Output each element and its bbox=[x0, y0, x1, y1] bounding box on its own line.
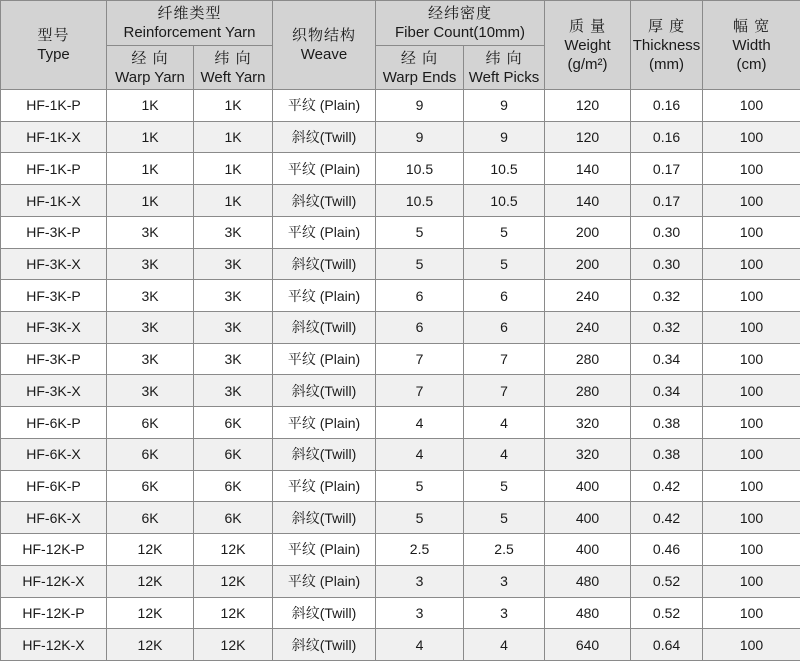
cell-thickness: 0.42 bbox=[631, 502, 703, 534]
cell-type: HF-12K-P bbox=[1, 597, 107, 629]
cell-weave: 平纹 (Plain) bbox=[273, 407, 376, 439]
cell-weft-yarn: 1K bbox=[194, 121, 273, 153]
header-thickness-en: Thickness bbox=[632, 36, 701, 54]
header-weave bbox=[273, 1, 376, 90]
cell-type: HF-6K-P bbox=[1, 470, 107, 502]
header-weft-yarn-en: Weft Yarn bbox=[200, 68, 266, 86]
cell-weft-yarn: 3K bbox=[194, 216, 273, 248]
cell-warp-yarn: 3K bbox=[107, 343, 194, 375]
table-row bbox=[1, 216, 800, 248]
cell-type: HF-12K-P bbox=[1, 534, 107, 566]
cell-weft-yarn: 3K bbox=[194, 343, 273, 375]
cell-weft-picks: 7 bbox=[464, 343, 545, 375]
header-width-unit: (cm) bbox=[736, 55, 767, 73]
cell-weft-picks: 5 bbox=[464, 216, 545, 248]
table-header bbox=[1, 1, 800, 90]
cell-type: HF-3K-X bbox=[1, 248, 107, 280]
cell-warp-ends: 5 bbox=[376, 470, 464, 502]
cell-weft-picks: 9 bbox=[464, 90, 545, 122]
cell-thickness: 0.17 bbox=[631, 185, 703, 217]
cell-weight: 280 bbox=[545, 343, 631, 375]
cell-weft-picks: 6 bbox=[464, 280, 545, 312]
cell-weft-yarn: 3K bbox=[194, 280, 273, 312]
cell-type: HF-3K-P bbox=[1, 343, 107, 375]
header-weave-en: Weave bbox=[300, 46, 348, 63]
table-row bbox=[1, 185, 800, 217]
table-row bbox=[1, 375, 800, 407]
cell-warp-yarn: 3K bbox=[107, 312, 194, 344]
cell-warp-yarn: 12K bbox=[107, 565, 194, 597]
cell-weave: 平纹 (Plain) bbox=[273, 280, 376, 312]
cell-thickness: 0.34 bbox=[631, 375, 703, 407]
cell-warp-ends: 9 bbox=[376, 90, 464, 122]
table-row bbox=[1, 565, 800, 597]
header-weft-picks-en: Weft Picks bbox=[468, 68, 540, 86]
cell-weft-yarn: 6K bbox=[194, 438, 273, 470]
header-thickness-zh: 厚 度 bbox=[647, 17, 686, 35]
cell-thickness: 0.34 bbox=[631, 343, 703, 375]
table-row bbox=[1, 470, 800, 502]
header-weight bbox=[545, 1, 631, 90]
cell-weave: 斜纹(Twill) bbox=[273, 629, 376, 661]
cell-weave: 斜纹(Twill) bbox=[273, 597, 376, 629]
cell-weight: 320 bbox=[545, 438, 631, 470]
cell-warp-ends: 7 bbox=[376, 375, 464, 407]
cell-weft-picks: 3 bbox=[464, 597, 545, 629]
cell-weft-yarn: 3K bbox=[194, 312, 273, 344]
cell-type: HF-12K-X bbox=[1, 629, 107, 661]
header-yarn bbox=[107, 1, 273, 46]
cell-weight: 240 bbox=[545, 312, 631, 344]
cell-weave: 平纹 (Plain) bbox=[273, 343, 376, 375]
cell-weft-yarn: 12K bbox=[194, 629, 273, 661]
cell-width: 100 bbox=[703, 629, 800, 661]
cell-width: 100 bbox=[703, 185, 800, 217]
cell-type: HF-1K-P bbox=[1, 153, 107, 185]
cell-warp-yarn: 3K bbox=[107, 280, 194, 312]
cell-weave: 平纹 (Plain) bbox=[273, 534, 376, 566]
cell-width: 100 bbox=[703, 280, 800, 312]
cell-weft-picks: 3 bbox=[464, 565, 545, 597]
cell-warp-ends: 6 bbox=[376, 312, 464, 344]
cell-thickness: 0.38 bbox=[631, 438, 703, 470]
cell-weight: 400 bbox=[545, 470, 631, 502]
cell-weave: 斜纹(Twill) bbox=[273, 312, 376, 344]
cell-weave: 斜纹(Twill) bbox=[273, 438, 376, 470]
cell-weft-yarn: 1K bbox=[194, 185, 273, 217]
header-density-zh: 经纬密度 bbox=[428, 5, 493, 22]
cell-width: 100 bbox=[703, 248, 800, 280]
table-row bbox=[1, 407, 800, 439]
cell-warp-ends: 4 bbox=[376, 438, 464, 470]
cell-warp-ends: 9 bbox=[376, 121, 464, 153]
cell-weight: 320 bbox=[545, 407, 631, 439]
cell-weight: 480 bbox=[545, 565, 631, 597]
cell-width: 100 bbox=[703, 470, 800, 502]
cell-weft-picks: 6 bbox=[464, 312, 545, 344]
cell-weight: 280 bbox=[545, 375, 631, 407]
cell-weave: 斜纹(Twill) bbox=[273, 185, 376, 217]
cell-type: HF-3K-X bbox=[1, 312, 107, 344]
cell-thickness: 0.16 bbox=[631, 90, 703, 122]
header-weight-en: Weight bbox=[564, 36, 611, 54]
cell-weft-yarn: 3K bbox=[194, 248, 273, 280]
cell-warp-ends: 5 bbox=[376, 216, 464, 248]
cell-thickness: 0.52 bbox=[631, 565, 703, 597]
cell-weft-picks: 4 bbox=[464, 407, 545, 439]
cell-warp-yarn: 6K bbox=[107, 470, 194, 502]
cell-weft-yarn: 12K bbox=[194, 565, 273, 597]
cell-weft-yarn: 12K bbox=[194, 597, 273, 629]
cell-warp-yarn: 1K bbox=[107, 121, 194, 153]
header-warp-yarn-zh: 经 向 bbox=[131, 49, 169, 67]
cell-warp-yarn: 1K bbox=[107, 90, 194, 122]
table-row bbox=[1, 248, 800, 280]
cell-width: 100 bbox=[703, 565, 800, 597]
cell-type: HF-1K-P bbox=[1, 90, 107, 122]
cell-weft-picks: 5 bbox=[464, 470, 545, 502]
cell-weft-picks: 10.5 bbox=[464, 153, 545, 185]
cell-warp-ends: 4 bbox=[376, 629, 464, 661]
cell-type: HF-3K-X bbox=[1, 375, 107, 407]
cell-weave: 平纹 (Plain) bbox=[273, 153, 376, 185]
cell-warp-yarn: 6K bbox=[107, 502, 194, 534]
cell-thickness: 0.32 bbox=[631, 280, 703, 312]
cell-warp-ends: 10.5 bbox=[376, 185, 464, 217]
table-row bbox=[1, 629, 800, 661]
cell-warp-ends: 7 bbox=[376, 343, 464, 375]
table-row bbox=[1, 438, 800, 470]
header-weight-zh: 质 量 bbox=[568, 17, 607, 35]
cell-weight: 200 bbox=[545, 248, 631, 280]
cell-warp-yarn: 12K bbox=[107, 534, 194, 566]
cell-warp-ends: 6 bbox=[376, 280, 464, 312]
table-row bbox=[1, 534, 800, 566]
cell-type: HF-1K-X bbox=[1, 121, 107, 153]
cell-weft-picks: 5 bbox=[464, 248, 545, 280]
cell-warp-yarn: 3K bbox=[107, 375, 194, 407]
cell-weft-picks: 4 bbox=[464, 438, 545, 470]
header-thickness-unit: (mm) bbox=[649, 55, 685, 73]
cell-weft-picks: 7 bbox=[464, 375, 545, 407]
cell-weft-picks: 4 bbox=[464, 629, 545, 661]
cell-warp-ends: 5 bbox=[376, 502, 464, 534]
cell-warp-yarn: 3K bbox=[107, 216, 194, 248]
header-density bbox=[376, 1, 545, 46]
cell-thickness: 0.30 bbox=[631, 216, 703, 248]
table-body bbox=[1, 90, 800, 661]
cell-thickness: 0.64 bbox=[631, 629, 703, 661]
cell-width: 100 bbox=[703, 153, 800, 185]
cell-type: HF-12K-X bbox=[1, 565, 107, 597]
cell-width: 100 bbox=[703, 343, 800, 375]
cell-thickness: 0.17 bbox=[631, 153, 703, 185]
cell-warp-yarn: 1K bbox=[107, 185, 194, 217]
cell-width: 100 bbox=[703, 216, 800, 248]
header-type-zh: 型号 bbox=[37, 27, 70, 44]
cell-weave: 斜纹(Twill) bbox=[273, 121, 376, 153]
cell-weave: 斜纹(Twill) bbox=[273, 502, 376, 534]
header-warp-yarn bbox=[107, 46, 194, 90]
table-row bbox=[1, 343, 800, 375]
cell-warp-ends: 3 bbox=[376, 565, 464, 597]
header-weft-yarn bbox=[194, 46, 273, 90]
cell-weft-picks: 2.5 bbox=[464, 534, 545, 566]
cell-width: 100 bbox=[703, 502, 800, 534]
cell-width: 100 bbox=[703, 90, 800, 122]
cell-type: HF-3K-P bbox=[1, 280, 107, 312]
header-weave-zh: 织物结构 bbox=[292, 27, 357, 44]
cell-thickness: 0.16 bbox=[631, 121, 703, 153]
header-weft-picks-zh: 纬 向 bbox=[485, 49, 523, 67]
header-type bbox=[1, 1, 107, 90]
cell-weight: 480 bbox=[545, 597, 631, 629]
cell-thickness: 0.42 bbox=[631, 470, 703, 502]
cell-warp-ends: 2.5 bbox=[376, 534, 464, 566]
cell-width: 100 bbox=[703, 312, 800, 344]
cell-weave: 平纹 (Plain) bbox=[273, 216, 376, 248]
cell-type: HF-1K-X bbox=[1, 185, 107, 217]
cell-weight: 120 bbox=[545, 90, 631, 122]
header-weft-yarn-zh: 纬 向 bbox=[214, 49, 252, 67]
header-weft-picks bbox=[464, 46, 545, 90]
cell-weight: 400 bbox=[545, 502, 631, 534]
cell-weave: 平纹 (Plain) bbox=[273, 90, 376, 122]
cell-weft-yarn: 3K bbox=[194, 375, 273, 407]
header-warp-ends-zh: 经 向 bbox=[400, 49, 439, 67]
cell-weft-picks: 9 bbox=[464, 121, 545, 153]
cell-width: 100 bbox=[703, 534, 800, 566]
cell-width: 100 bbox=[703, 597, 800, 629]
cell-thickness: 0.38 bbox=[631, 407, 703, 439]
cell-type: HF-3K-P bbox=[1, 216, 107, 248]
cell-weft-picks: 10.5 bbox=[464, 185, 545, 217]
cell-width: 100 bbox=[703, 121, 800, 153]
header-weight-unit: (g/m²) bbox=[567, 55, 608, 73]
cell-weft-yarn: 6K bbox=[194, 502, 273, 534]
cell-warp-ends: 3 bbox=[376, 597, 464, 629]
cell-weave: 平纹 (Plain) bbox=[273, 565, 376, 597]
cell-thickness: 0.32 bbox=[631, 312, 703, 344]
cell-weave: 平纹 (Plain) bbox=[273, 470, 376, 502]
table-row bbox=[1, 312, 800, 344]
cell-weft-yarn: 6K bbox=[194, 407, 273, 439]
cell-weft-yarn: 6K bbox=[194, 470, 273, 502]
cell-width: 100 bbox=[703, 375, 800, 407]
cell-warp-ends: 5 bbox=[376, 248, 464, 280]
cell-thickness: 0.30 bbox=[631, 248, 703, 280]
table-row bbox=[1, 597, 800, 629]
cell-warp-yarn: 6K bbox=[107, 407, 194, 439]
header-warp-ends bbox=[376, 46, 464, 90]
cell-width: 100 bbox=[703, 407, 800, 439]
table-row bbox=[1, 121, 800, 153]
cell-weft-yarn: 12K bbox=[194, 534, 273, 566]
header-warp-yarn-en: Warp Yarn bbox=[115, 68, 185, 86]
cell-weft-yarn: 1K bbox=[194, 90, 273, 122]
header-width-zh: 幅 宽 bbox=[732, 17, 771, 35]
cell-warp-yarn: 12K bbox=[107, 629, 194, 661]
cell-warp-yarn: 1K bbox=[107, 153, 194, 185]
header-yarn-zh: 纤维类型 bbox=[157, 5, 222, 22]
cell-type: HF-6K-X bbox=[1, 502, 107, 534]
cell-thickness: 0.46 bbox=[631, 534, 703, 566]
cell-weight: 120 bbox=[545, 121, 631, 153]
table-row bbox=[1, 90, 800, 122]
table-row bbox=[1, 502, 800, 534]
cell-warp-yarn: 3K bbox=[107, 248, 194, 280]
cell-weight: 140 bbox=[545, 153, 631, 185]
cell-weave: 斜纹(Twill) bbox=[273, 248, 376, 280]
header-type-en: Type bbox=[37, 46, 70, 63]
cell-weave: 斜纹(Twill) bbox=[273, 375, 376, 407]
cell-weight: 240 bbox=[545, 280, 631, 312]
header-density-en: Fiber Count(10mm) bbox=[395, 24, 526, 41]
cell-width: 100 bbox=[703, 438, 800, 470]
header-warp-ends-en: Warp Ends bbox=[382, 68, 457, 86]
header-width-en: Width bbox=[732, 36, 771, 54]
header-yarn-en: Reinforcement Yarn bbox=[123, 24, 256, 41]
cell-type: HF-6K-X bbox=[1, 438, 107, 470]
cell-warp-yarn: 12K bbox=[107, 597, 194, 629]
cell-weight: 640 bbox=[545, 629, 631, 661]
cell-weight: 140 bbox=[545, 185, 631, 217]
cell-weft-picks: 5 bbox=[464, 502, 545, 534]
cell-weft-yarn: 1K bbox=[194, 153, 273, 185]
cell-thickness: 0.52 bbox=[631, 597, 703, 629]
cell-weight: 200 bbox=[545, 216, 631, 248]
header-width bbox=[703, 1, 800, 90]
cell-warp-ends: 10.5 bbox=[376, 153, 464, 185]
cell-warp-yarn: 6K bbox=[107, 438, 194, 470]
header-thickness bbox=[631, 1, 703, 90]
cell-type: HF-6K-P bbox=[1, 407, 107, 439]
table-row bbox=[1, 153, 800, 185]
cell-weight: 400 bbox=[545, 534, 631, 566]
cell-warp-ends: 4 bbox=[376, 407, 464, 439]
table-row bbox=[1, 280, 800, 312]
